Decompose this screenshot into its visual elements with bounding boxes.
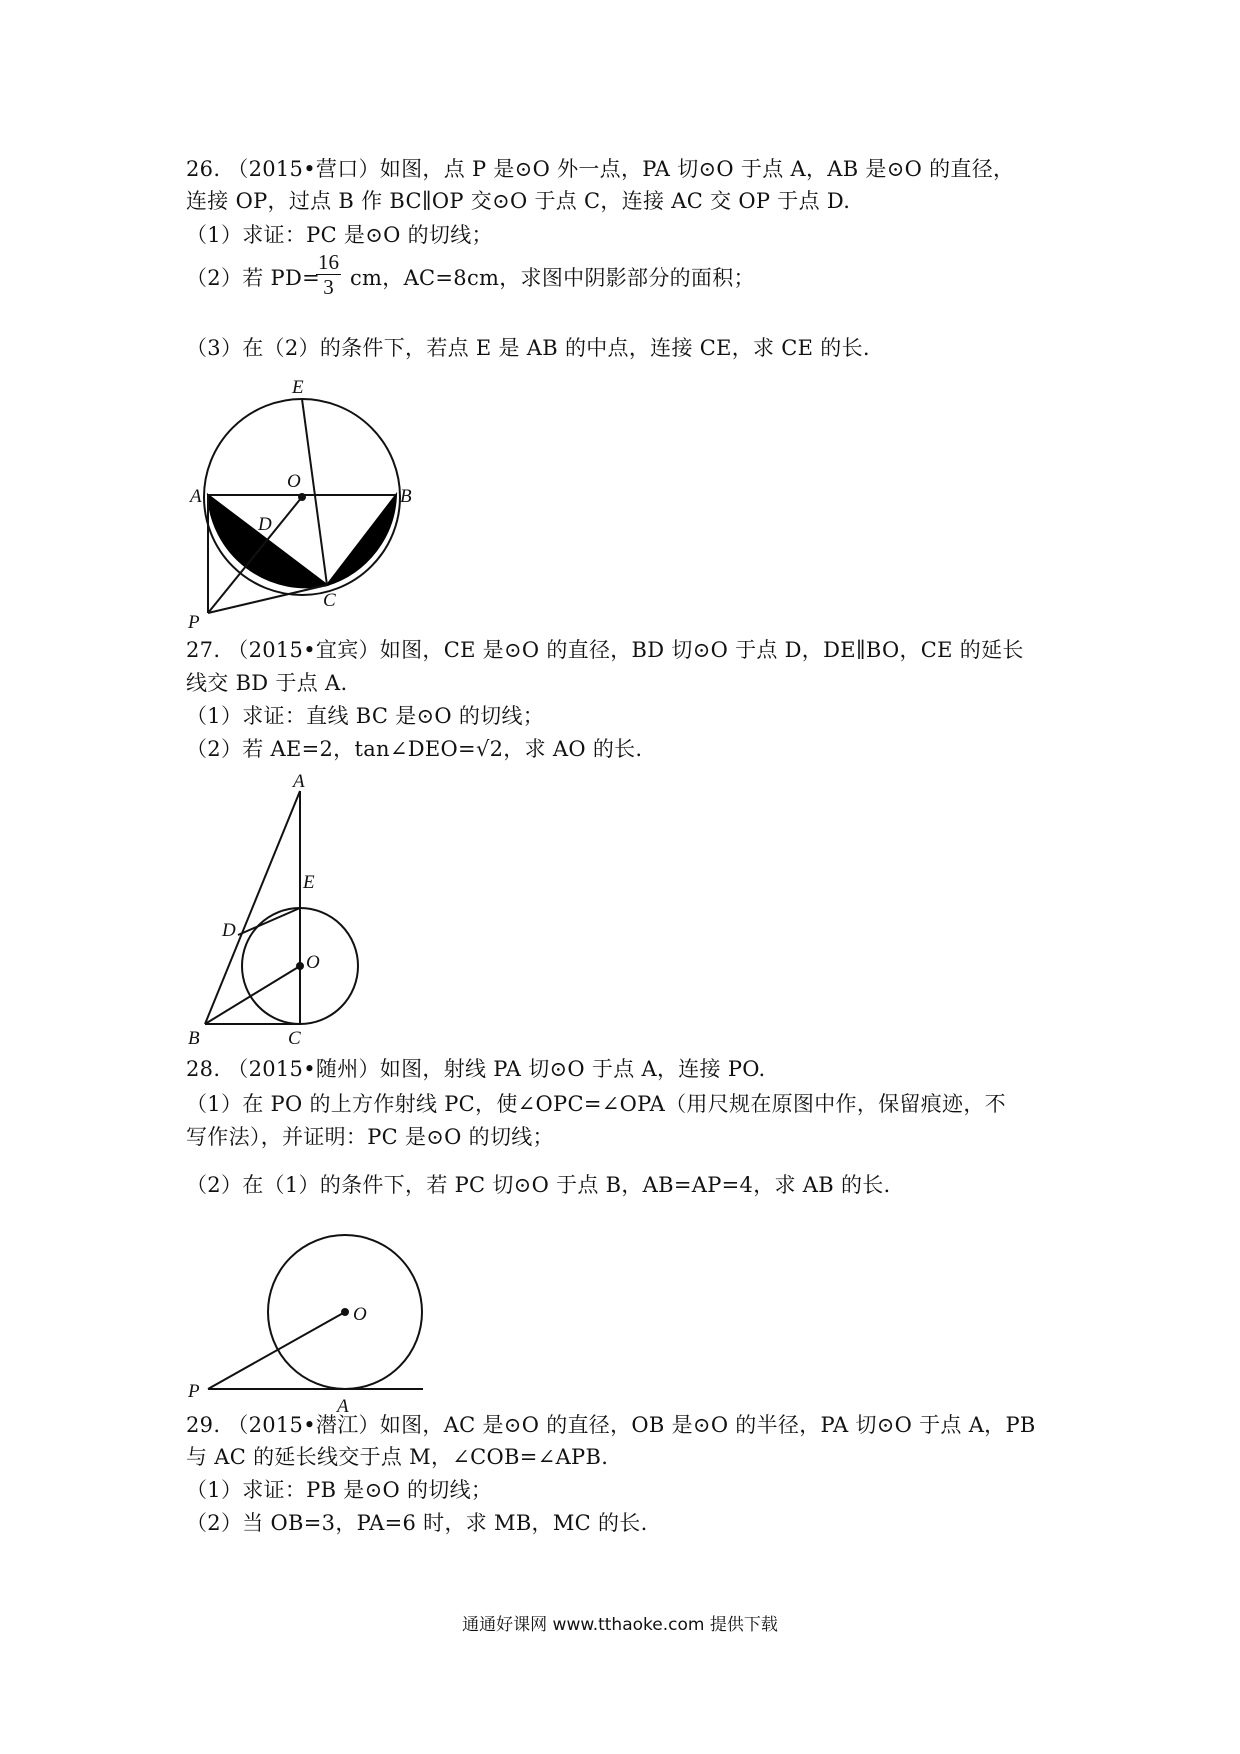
q26-fraction-numerator: 16 <box>318 250 339 274</box>
q29-part2: （2）当 OB=3，PA=6 时，求 MB，MC 的长. <box>186 1511 648 1535</box>
segment-ab <box>205 791 300 1024</box>
label-o: O <box>287 471 301 492</box>
label-d: D <box>258 514 272 535</box>
q29-line2: 与 AC 的延长线交于点 M，∠COB=∠APB. <box>186 1445 609 1469</box>
center-point-o <box>342 1309 348 1315</box>
label-a: A <box>293 771 305 792</box>
figure-28-labels <box>187 1304 367 1417</box>
label-b: B <box>400 486 412 507</box>
segment-bo <box>205 966 300 1024</box>
segment-po <box>208 1312 345 1389</box>
label-p: P <box>188 612 200 633</box>
label-p: P <box>188 1381 200 1402</box>
label-d: D <box>222 920 236 941</box>
label-e: E <box>303 872 315 893</box>
q27-part1: （1）求证：直线 BC 是⊙O 的切线； <box>186 704 545 728</box>
q26-part3: （3）在（2）的条件下，若点 E 是 AB 的中点，连接 CE，求 CE 的长. <box>186 336 870 360</box>
q27-line2: 线交 BD 于点 A. <box>186 671 348 695</box>
label-o: O <box>306 952 320 973</box>
center-point-o <box>299 494 305 500</box>
q27-part2: （2）若 AE=2，tan∠DEO=√2，求 AO 的长. <box>186 737 643 761</box>
q26-line1: 26. （2015•营口）如图，点 P 是⊙O 外一点，PA 切⊙O 于点 A，AB 是⊙O 的直径， <box>186 157 1015 181</box>
q26-part1: （1）求证：PC 是⊙O 的切线； <box>186 223 493 247</box>
label-o: O <box>353 1304 367 1325</box>
page-footer: 通通好课网 www.tthaoke.com 提供下载 <box>462 1615 778 1635</box>
q28-line3: 写作法），并证明：PC 是⊙O 的切线； <box>186 1125 554 1149</box>
q26-part2-post: cm，AC=8cm，求图中阴影部分的面积； <box>350 266 755 290</box>
q28-line2: （1）在 PO 的上方作射线 PC，使∠OPC=∠OPA（用尺规在原图中作，保留痕迹，不 <box>186 1092 1006 1116</box>
q28-line1: 28. （2015•随州）如图，射线 PA 切⊙O 于点 A，连接 PO. <box>186 1057 766 1081</box>
label-c: C <box>323 590 336 611</box>
label-e: E <box>292 377 304 398</box>
label-a: A <box>337 1396 349 1417</box>
label-b: B <box>188 1028 200 1049</box>
label-c: C <box>288 1028 301 1049</box>
q26-line2: 连接 OP，过点 B 作 BC∥OP 交⊙O 于点 C，连接 AC 交 OP 于点 D. <box>186 189 851 213</box>
q26-part2-pre: （2）若 PD= <box>186 266 320 290</box>
q29-line1: 29. （2015•潜江）如图，AC 是⊙O 的直径，OB 是⊙O 的半径，PA 切⊙O 于点 A，PB <box>186 1413 1036 1437</box>
q28-part2: （2）在（1）的条件下，若 PC 切⊙O 于点 B，AB=AP=4，求 AB 的长. <box>186 1173 891 1197</box>
center-point-o <box>297 963 303 969</box>
segment-ec <box>302 399 327 585</box>
figure-28 <box>208 1235 423 1389</box>
label-a: A <box>190 486 202 507</box>
figure-27 <box>205 791 358 1024</box>
shaded-segment-bc <box>327 495 396 585</box>
q27-line1: 27. （2015•宜宾）如图，CE 是⊙O 的直径，BD 切⊙O 于点 D，DE∥BO，CE 的延长 <box>186 638 1024 662</box>
q29-part1: （1）求证：PB 是⊙O 的切线； <box>186 1478 493 1502</box>
q26-fraction-denominator: 3 <box>323 275 334 299</box>
figure-26 <box>204 399 400 613</box>
